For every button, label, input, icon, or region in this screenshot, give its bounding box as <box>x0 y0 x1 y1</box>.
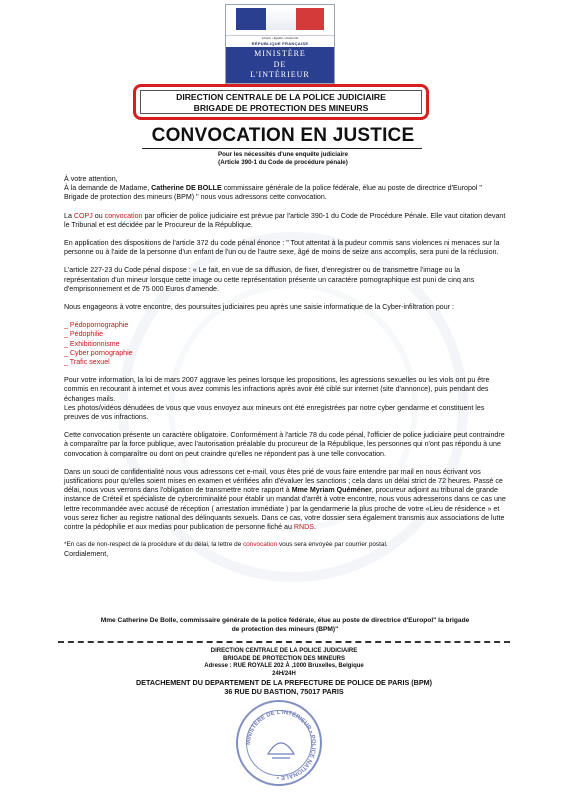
document-title: CONVOCATION EN JUSTICE <box>151 125 415 146</box>
confidentiality-paragraph <box>64 468 506 532</box>
stamp-text-path: MINISTÈRE DE L'INTÉRIEUR • POLICE NATIONALE • <box>245 709 317 781</box>
footer-line6: 36 RUE DU BASTION, 75017 PARIS <box>224 687 344 697</box>
subtitle-line1: Pour les nécessités d'une enquête judiciaire <box>217 151 349 158</box>
signature-block <box>64 616 506 634</box>
dashed-divider <box>58 641 510 647</box>
offense-item: _ Cyber pornographie <box>64 348 133 357</box>
postal-note <box>64 541 506 549</box>
header-inner <box>140 90 422 114</box>
stamp-emblem <box>268 743 294 754</box>
logo-ministry-line3: L'INTÉRIEUR <box>250 70 310 79</box>
note-text-b: vous sera envoyée par courrier postal. <box>277 541 388 549</box>
copj-paragraph <box>64 212 506 230</box>
law-2007-paragraph <box>64 376 506 422</box>
article-372-paragraph: En application des dispositions de l'article 372 du code pénal énonce : " Tout attentat à la pudeur commis sans violences ni menaces sur la personne ou à l'aide de la personne d'un enfant de l'un ou de l'autre sexe, âgé de moins de seize ans accomplis, sera puni de la réclusion. <box>64 239 500 257</box>
p2-text-b: ou <box>92 211 105 220</box>
p8-text-b: , procureur adjoint au tribunal de grande instance de Créteil et spécialiste de cybercriminalité pour établir un mandat d'arrêt à votre encontre, nous vous adresserons dans ce cas une lettre recommandée avec accusé de réception ( arrestation immédiate ) par la gendarmerie la plus proche de votre «Lieu de résidence » et vous serez ficher au registre national des délinquants sexuels. Dans ce cas, votre dossier sera également transmis aux associations de lutte contre la pédophilie et aux medias pour publication de personne fiché au <box>64 486 506 532</box>
note-text-a: *En cas de non-respect de la procédure et du délai, la lettre de <box>64 541 244 549</box>
footer-line2: BRIGADE DE PROTECTION DES MINEURS <box>222 655 345 662</box>
intro-text-a: À la demande de Madame, <box>64 184 152 193</box>
greeting: À votre attention, <box>64 175 118 183</box>
letter-body <box>64 175 506 559</box>
footer-line5: DETACHEMENT DU DEPARTEMENT DE LA PREFECTURE DE POLICE DE PARIS (BPM) <box>135 678 433 688</box>
stamp-graphic <box>238 702 324 788</box>
p2-text-a: La <box>64 211 74 220</box>
header-line1: DIRECTION CENTRALE DE LA POLICE JUDICIAIRE <box>176 92 386 102</box>
offense-item: _ Pédopornographie <box>64 321 129 330</box>
intro-paragraph <box>64 175 506 203</box>
logo-ministry-block <box>226 47 334 83</box>
closing: Cordialement, <box>64 549 109 558</box>
marianne-profile <box>266 8 296 30</box>
header-line2: BRIGADE DE PROTECTION DES MINEURS <box>193 102 369 113</box>
prosecution-paragraph: Nous engageons à votre encontre, des poursuites judiciaires peu après une saisie informatique de la Cyber-infiltration pour : <box>64 303 454 312</box>
marianne-flag-icon <box>226 5 334 36</box>
flag-red-band <box>296 8 324 30</box>
law-2007-text: Pour votre information, la loi de mars 2007 aggrave les peines lorsque les propositions, les agressions sexuelles ou les viols ont pu être commis en recourant à internet et vous avez commis les infractions après avoir été ciblé sur internet (site d'annonce), puis pendant des échanges mails. <box>64 376 490 403</box>
p8-end: . <box>314 523 317 532</box>
signature-line2: de protection des mineurs (BPM)" <box>231 626 339 633</box>
stamp-text <box>246 710 316 780</box>
p8-text-a: Dans un souci de confidentialité nous vous adressons cet e-mail, vous êtes prié de vous faire entendre par mail en nous écrivant vos justifications pour qu'elles soient mises en examen et vérifiées afin d'évaluer les sanctions ; cela dans un délai strict de 72 heures. Passé ce délai, nous vous verrons dans l'obligation de transmettre notre rapport à <box>64 467 503 495</box>
p2-text-c: par officier de police judiciaire est prévue par l'article 390-1 du Code de Procédure Pénale. Elle vaut citation devant le Tribunal et est décidée par le Procureur de la République. <box>64 211 506 229</box>
offense-list <box>64 321 506 367</box>
mandatory-paragraph: Cette convocation présente un caractère obligatoire. Conformément à l'article 78 du code pénal, l'officier de police judiciaire peut contraindre à comparaître par la force publique, avec l'autorisation préalable du procureur de la République, les personnes qui n'ont pas répondu à une convocation à comparaître ou dont on peut craindre qu'elles ne répondent pas à une telle convocation. <box>64 431 505 458</box>
logo-ministry-line1: MINISTÈRE <box>254 49 306 58</box>
police-stamp-icon <box>236 700 322 786</box>
evidence-text: Les photos/vidéos dénudées de vous que vous envoyez aux mineurs ont été enregistrées par notre cyber gendarme et constituent les preuves de vos infractions. <box>64 403 485 422</box>
footer-line3: Adresse : RUE ROYALE 202 À ,1000 Bruxelles, Belgique <box>204 663 364 670</box>
intro-text-b: commissaire générale de la police fédérale, élue au poste de directrice d'Europol " Brigade de protection des mineurs (BPM) " nous vous adressons cette convocation. <box>64 184 482 202</box>
convocation-link[interactable]: convocation <box>104 211 143 220</box>
offense-item: _ Pédophilie <box>64 330 104 339</box>
offense-item: _ Trafic sexuel <box>64 358 110 367</box>
flag-blue-band <box>236 8 266 30</box>
signature-line1: Mme Catherine De Bolle, commissaire générale de la police fédérale, élue au poste de directrice d'Europol" la brigade <box>100 617 470 624</box>
title-underline <box>142 148 422 149</box>
footer-line1: DIRECTION CENTRALE DE LA POLICE JUDICIAIRE <box>210 648 358 654</box>
rnds-link[interactable]: RNDS <box>293 523 315 532</box>
intro-name: Catherine DE BOLLE <box>151 184 222 193</box>
logo-ministry-line2: DE <box>273 59 287 69</box>
footer-line4: 24H/24H <box>272 670 296 677</box>
copj-link[interactable]: COPJ <box>73 211 93 220</box>
subtitle-line2: (Article 390-1 du Code de procédure pénale) <box>218 159 348 166</box>
document-subtitle <box>0 151 566 167</box>
note-convocation-link[interactable]: convocation <box>243 541 278 549</box>
footer-address <box>58 648 510 696</box>
ministry-logo <box>225 4 335 84</box>
prosecutor-name: Mme Myriam Quéméner <box>291 486 372 495</box>
logo-republic: RÉPUBLIQUE FRANÇAISE <box>251 41 309 46</box>
logo-motto: Liberté • Égalité • Fraternité <box>261 36 299 40</box>
offense-item: _ Exhibitionnisme <box>64 339 120 348</box>
article-227-paragraph: L'article 227-23 du Code pénal dispose : « Le fait, en vue de sa diffusion, de fixer, d'enregistrer ou de transmettre l'image ou la représentation d'un mineur lorsque cette image ou cette représentation présente un caractère pornographique est puni de cinq ans d'emprisonnement et de 75 000 Euros d'amende. <box>64 266 475 293</box>
header-box <box>133 84 429 120</box>
